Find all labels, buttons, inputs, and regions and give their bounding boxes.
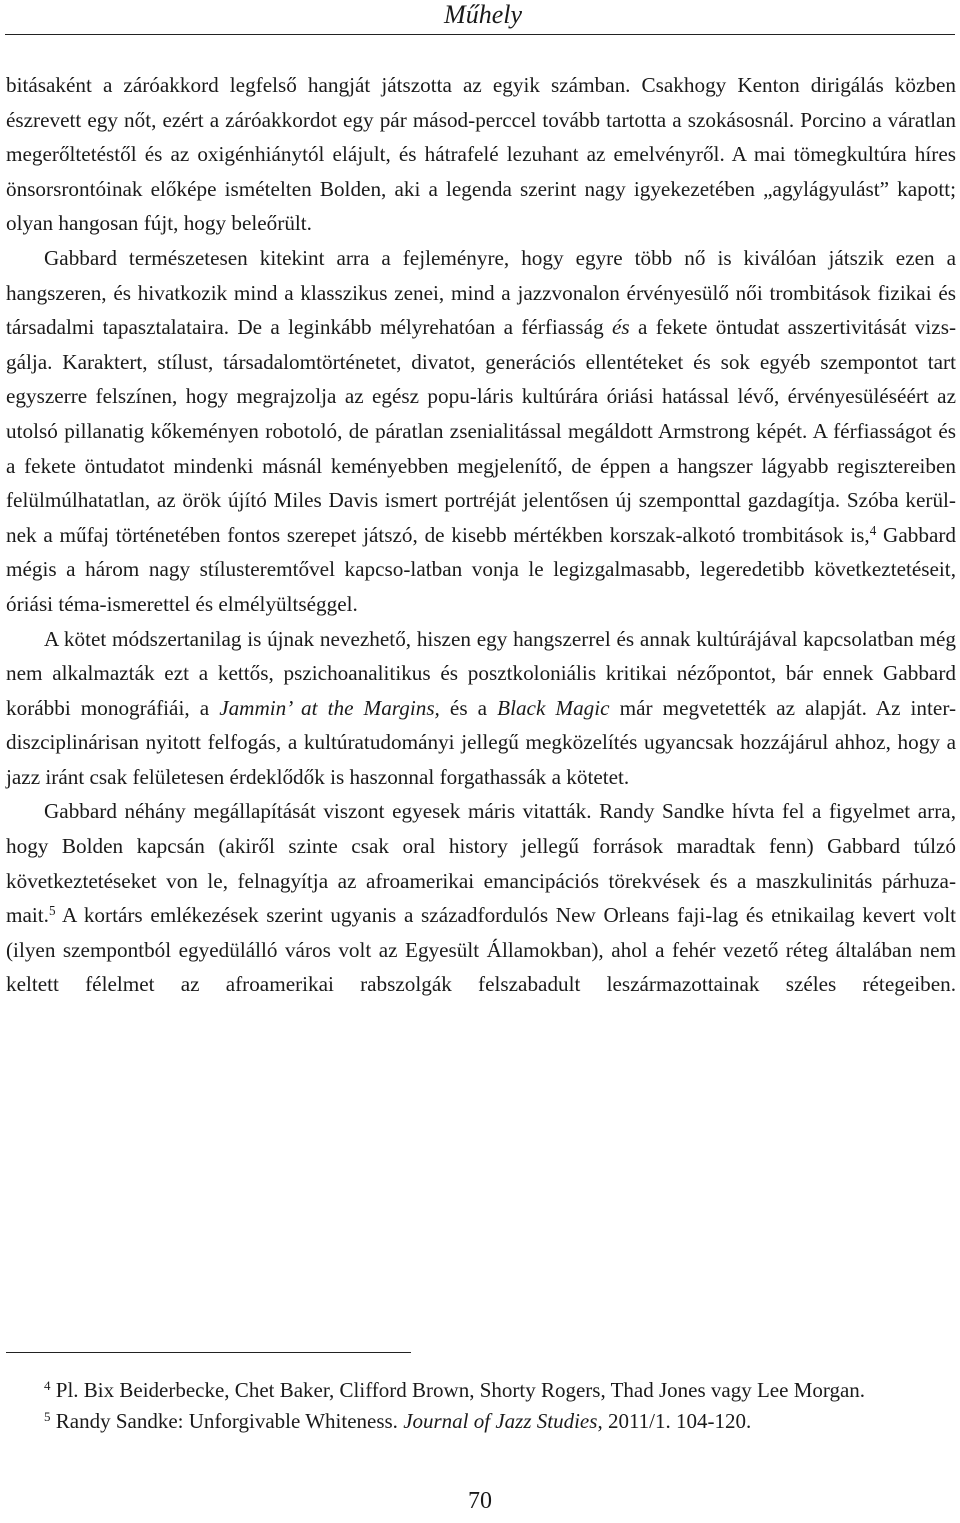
footnote-5-text-b: , 2011/1. 104-120. — [597, 1409, 752, 1433]
paragraph-3-text-c: már megvetették az alapját. Az inter-diszciplinárisan nyitott felfogás, a kultúratudományi jellegű megközelítés ugyancsak hozzájárul ahhoz, hogy a jazz iránt csak felületesen érdeklődők is haszonnal forgathassák a kötetet. — [6, 695, 957, 789]
book-title-black-magic: Black Magic — [497, 695, 610, 720]
footnotes — [6, 1375, 956, 1437]
footnote-ref-4[interactable]: 4 — [869, 522, 877, 538]
paragraph-3 — [6, 622, 956, 795]
footnote-5-number: 5 — [44, 1408, 51, 1424]
section-title: Műhely — [444, 0, 522, 29]
footnote-4 — [6, 1375, 956, 1406]
header-rule — [5, 34, 955, 35]
paragraph-4-text-b: A kortárs emlékezések szerint ugyanis a századfordulós New Orleans faji-lag és etnikailag kevert volt (ilyen szempontból egyedülálló város volt az Egyesült Államokban), ahol a fehér vezető réteg általában nem keltett félelmet az afroamerikai rabszolgák felszabadult leszármazottainak széles rétegeiben. — [6, 903, 956, 997]
footnote-rule — [6, 1352, 411, 1353]
footnote-ref-5[interactable]: 5 — [48, 903, 56, 919]
paragraph-2-text-a: Gabbard természetesen kitekint arra a fejleményre, hogy egyre több nő is kiválóan játszik ezen a hangszeren, és hivatkozik mind a klasszikus zenei, mind a jazzvonalon érvényesülő női trombitások fizikai és társadalmi tapasztalataira. De a leginkább mélyrehatóan a férfiasság — [6, 245, 956, 340]
book-title-jammin: Jammin’ at the Margins, — [219, 695, 440, 720]
footnote-5 — [6, 1406, 956, 1437]
paragraph-3-text-b: és a — [439, 695, 498, 720]
article-body — [6, 68, 956, 1002]
paragraph-2-text-c: Gabbard mégis a három nagy stílusteremtővel kapcso-latban vonja le legizgalmasabb, legeredetibb következtetéseit, óriási téma-ismerettel és elmélyültséggel. — [6, 522, 956, 616]
page-number: 70 — [468, 1488, 492, 1514]
paragraph-2-emphasis: és — [612, 315, 630, 340]
paragraph-1-text: bitásaként a záróakkord legfelső hangját játszotta az egyik számban. Csakhogy Kenton dirigálás közben észrevett egy nőt, ezért a záróakkordot egy pár másod-perccel tovább tartotta a szokásosnál. Porcino a váratlan megerőltetéstől és az oxigénhiánytól elájult, és hátrafelé lezuhant az emelvényről. A mai tömegkultúra híres önsorsrontóinak előképe ismételten Bolden, aki a legenda szerint nagy igyekezetében „agylágyulást” kapott; olyan hangosan fújt, hogy beleőrült. — [6, 73, 956, 236]
footnote-4-text: Pl. Bix Beiderbecke, Chet Baker, Clifford Brown, Shorty Rogers, Thad Jones vagy Lee Morgan. — [50, 1378, 866, 1402]
paragraph-1 — [6, 68, 956, 241]
paragraph-3-text-a: A kötet módszertanilag is újnak nevezhető, hiszen egy hangszerrel és annak kultúrájával kapcsolatban még nem alkalmazták ezt a kettős, pszichoanalitikus és posztkoloniális kritikai nézőpontot, bár ennek Gabbard korábbi monográfiái, a — [6, 626, 956, 720]
paragraph-2 — [6, 241, 956, 622]
paragraph-4 — [6, 794, 956, 1002]
running-header — [0, 0, 960, 36]
journal-title: Journal of Jazz Studies — [403, 1409, 598, 1433]
paragraph-2-text-b: a fekete öntudat asszertivitását vizs-gálja. Karaktert, stílust, társadalomtörténetet, divatot, generációs ellentéteket és sok egyéb szempontot tart egyszerre felszínen, hogy megrajzolja az egész popu-láris kultúrára óriási hatással lévő, érvényesüléséért az utolsó pillanatig kőkeményen robotoló, de páratlan zsenialitással megáldott Armstrong képét. A férfiasságot és a fekete öntudatot mindenki másnál keményebben megjelenítő, de éppen a hangszer lágyabb regisztereiben felülmúlhatatlan, az örök újító Miles Davis ismert portréját jelentősen új szemponttal gazdagítja. Szóba kerül-nek a műfaj történetében fontos szerepet játszó, de kisebb mértékben korszak-alkotó trombitások is, — [6, 315, 956, 547]
footnote-4-number: 4 — [44, 1377, 51, 1393]
paragraph-4-text-a: Gabbard néhány megállapítását viszont egyesek máris vitatták. Randy Sandke hívta fel a figyelmet arra, hogy Bolden kapcsán (akiről szinte csak oral history jellegű források maradtak fenn) Gabbard túlzó következtetéseket von le, felnagyítja az afroamerikai emancipációs törekvések és a maszkulinitás párhuza-mait. — [6, 799, 956, 928]
footnote-5-text-a: Randy Sandke: Unforgivable Whiteness. — [50, 1409, 404, 1433]
